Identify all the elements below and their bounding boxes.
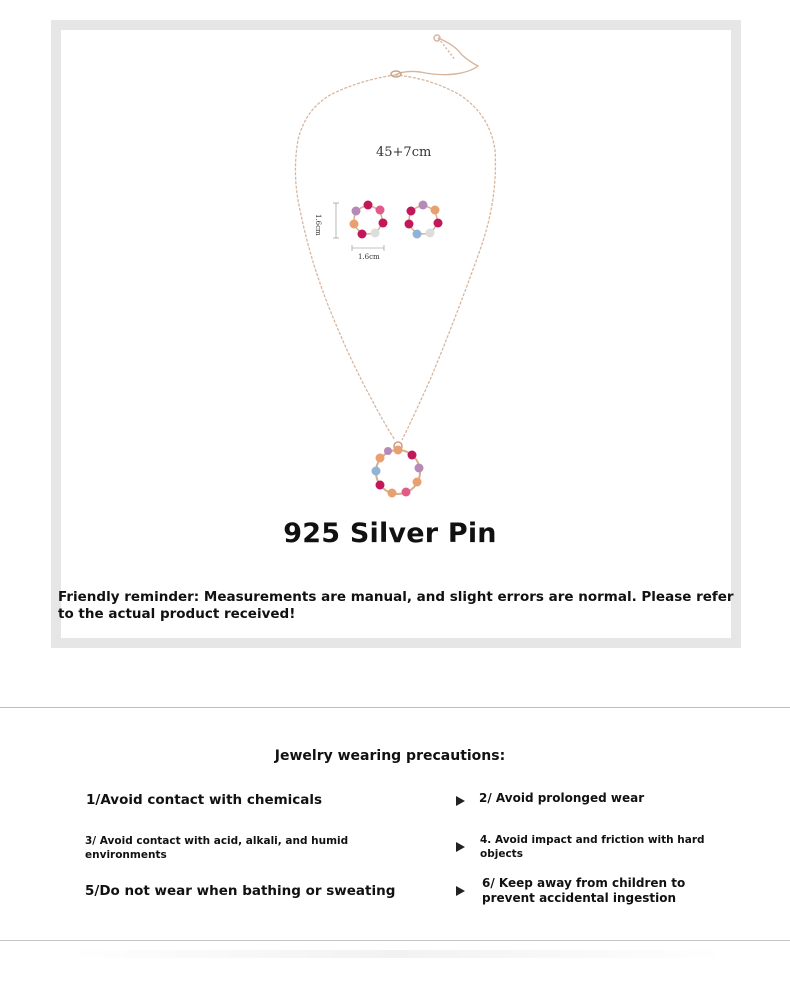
arrow-icon xyxy=(456,796,465,806)
section-divider-bottom xyxy=(0,940,790,941)
pendant-crystal-ring xyxy=(372,446,424,498)
precaution-item-6: 6/ Keep away from children to prevent accidental ingestion xyxy=(482,876,686,905)
bottom-shadow xyxy=(60,950,730,958)
necklace-chain xyxy=(295,75,495,440)
product-title: 925 Silver Pin xyxy=(283,518,497,549)
precaution-item-3: 3/ Avoid contact with acid, alkali, and humid environments xyxy=(85,835,349,861)
chain-extender xyxy=(395,35,478,75)
precaution-item-1: 1/Avoid contact with chemicals xyxy=(86,792,323,808)
measurement-reminder: Friendly reminder: Measurements are manual, and slight errors are normal. Please refer to the actual product received! xyxy=(58,589,734,622)
earring-width-label: 1.6cm xyxy=(358,253,380,261)
precaution-item-4: 4. Avoid impact and friction with hard objects xyxy=(480,834,705,860)
precaution-item-2: 2/ Avoid prolonged wear xyxy=(479,791,645,805)
earring-right xyxy=(405,201,443,239)
earring-left xyxy=(350,201,388,239)
necklace-length-label: 45+7cm xyxy=(376,145,432,160)
arrow-icon xyxy=(456,886,465,896)
arrow-icon xyxy=(456,842,465,852)
precautions-title: Jewelry wearing precautions: xyxy=(274,748,506,764)
earring-height-label: 1.6cm xyxy=(314,214,322,236)
section-divider-top xyxy=(0,707,790,708)
precaution-item-5: 5/Do not wear when bathing or sweating xyxy=(85,883,396,899)
